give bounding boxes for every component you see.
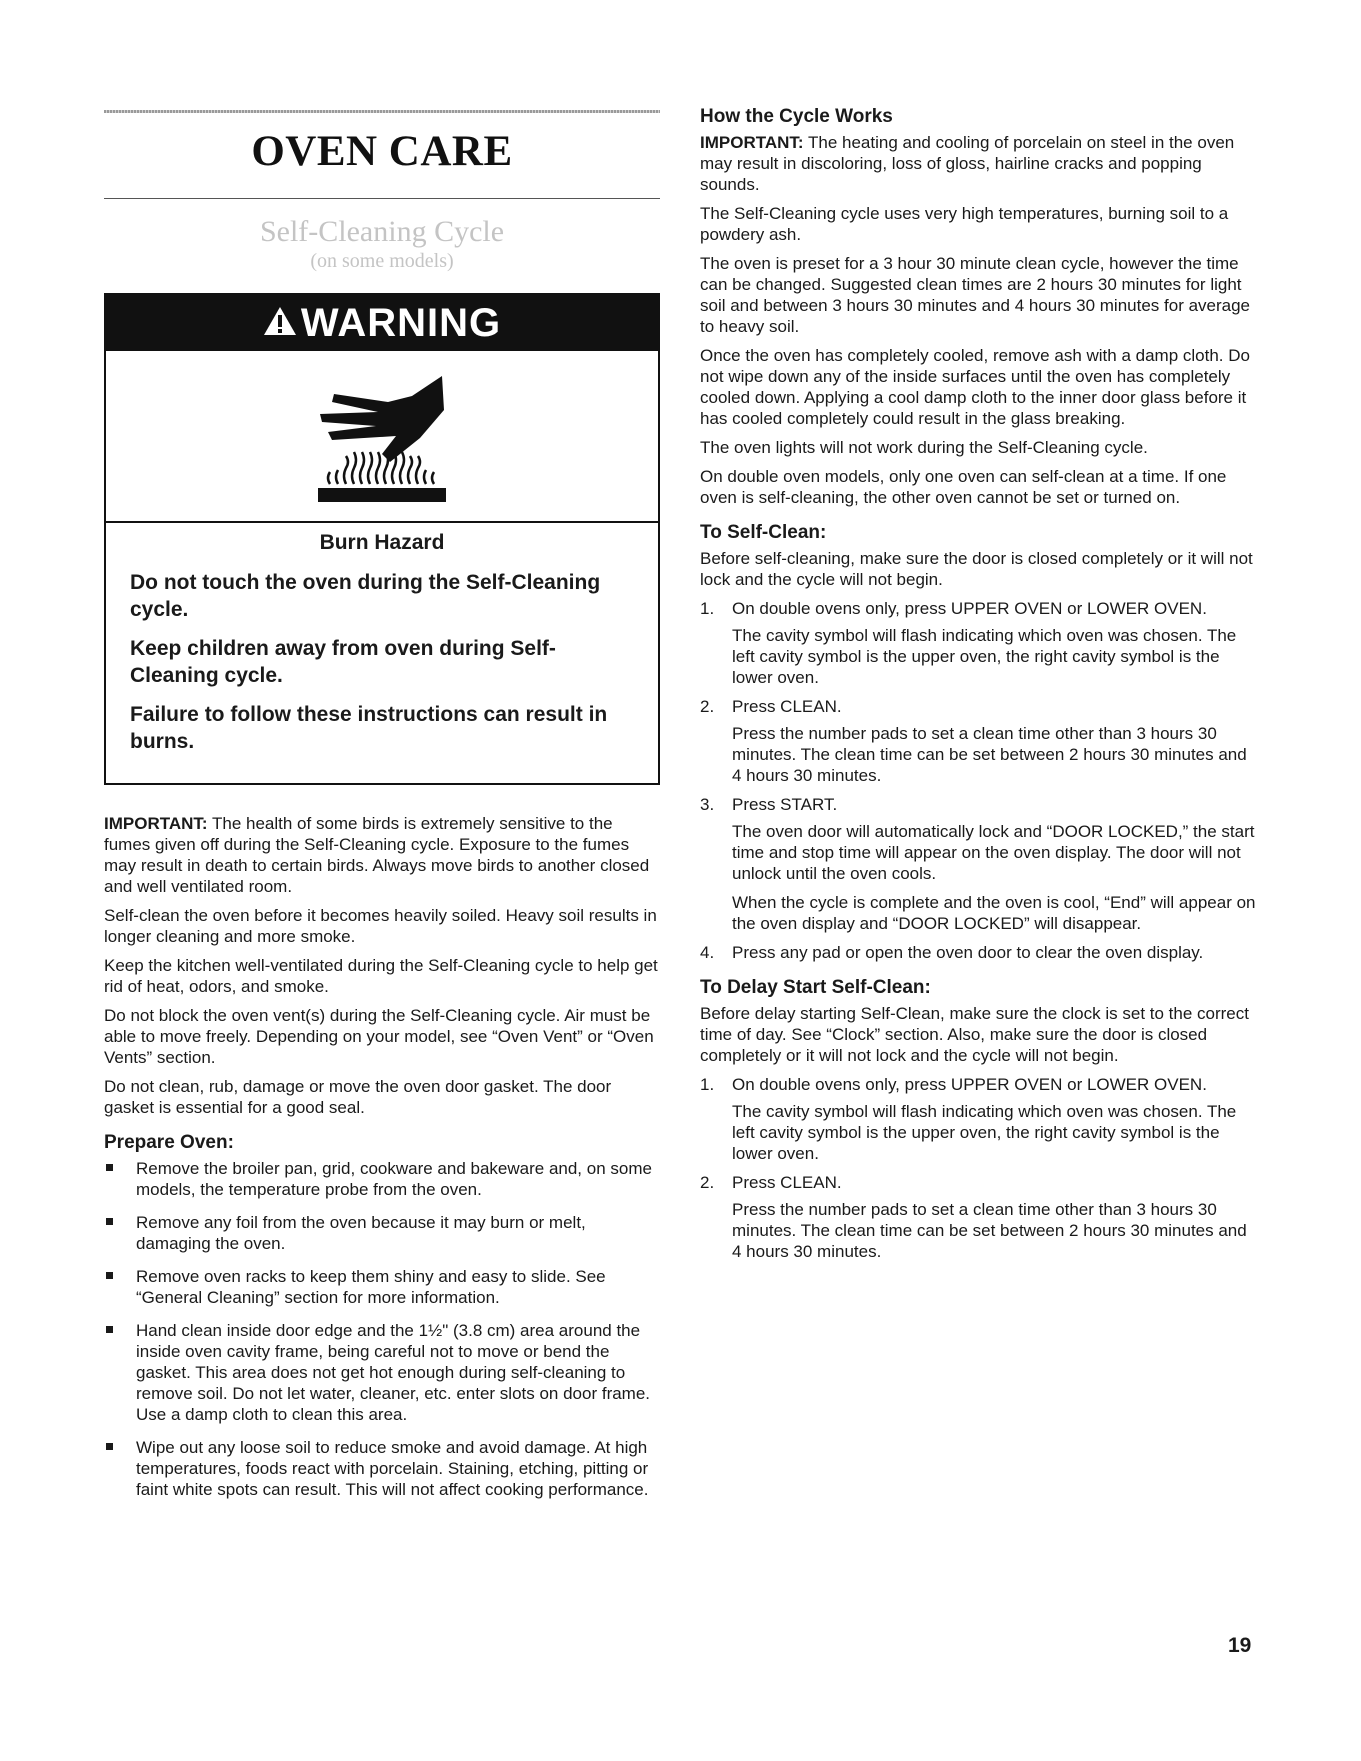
step-item: [700, 696, 1258, 786]
step-item: [700, 1172, 1258, 1262]
list-item: [104, 1320, 660, 1425]
list-item-text: Remove oven racks to keep them shiny and easy to slide. See “General Cleaning” section for more information.: [136, 1267, 606, 1307]
warning-line: Do not touch the oven during the Self-Cleaning cycle.: [130, 571, 601, 621]
step-head: Press CLEAN.: [732, 1173, 842, 1192]
step-detail: The cavity symbol will flash indicating which oven was chosen. The left cavity symbol is the upper oven, the right cavity symbol is the lower oven.: [732, 1102, 1237, 1163]
step-item: [700, 1074, 1258, 1164]
prepare-oven-heading: Prepare Oven:: [104, 1132, 234, 1153]
important-birds-paragraph: [104, 813, 660, 897]
paragraph-text: The heating and cooling of porcelain on steel in the oven may result in discoloring, loss of gloss, hairline cracks and popping sounds.: [700, 133, 1235, 194]
page-number: 19: [1228, 1634, 1252, 1657]
subsection-title: Self-Cleaning Cycle: [259, 215, 505, 248]
delay-start-steps: [700, 1074, 1258, 1262]
step-detail: When the cycle is complete and the oven is cool, “End” will appear on the oven display and “DOOR LOCKED” will disappear.: [732, 893, 1256, 933]
list-item: [104, 1266, 660, 1308]
step-head: On double ovens only, press UPPER OVEN or LOWER OVEN.: [732, 1075, 1207, 1094]
important-porcelain-paragraph: [700, 132, 1258, 195]
body-paragraph: The oven is preset for a 3 hour 30 minute clean cycle, however the time can be changed. Suggested clean times are 2 hours 30 minutes for light soil and between 3 hours 30 minutes and 4 hours 30 minutes for average to heavy soil.: [700, 254, 1251, 336]
to-self-clean-heading: To Self-Clean:: [700, 522, 827, 543]
list-item-text: Wipe out any loose soil to reduce smoke and avoid damage. At high temperatures, foods react with porcelain. Staining, etching, pitting or faint white spots can result. This will not affect cooking performance.: [136, 1438, 649, 1499]
bullet-square-icon: [106, 1164, 113, 1171]
body-paragraph: The Self-Cleaning cycle uses very high temperatures, burning soil to a powdery ash.: [700, 204, 1229, 244]
list-item: [104, 1212, 660, 1254]
body-paragraph: On double oven models, only one oven can self-clean at a time. If one oven is self-cleaning, the other oven cannot be set or turned on.: [700, 467, 1227, 507]
bullet-square-icon: [106, 1218, 113, 1225]
list-item: [104, 1158, 660, 1200]
step-number: 2.: [700, 1173, 715, 1192]
paragraph-lead: IMPORTANT:: [104, 814, 208, 833]
body-paragraph: Self-clean the oven before it becomes heavily soiled. Heavy soil results in longer cleaning and more smoke.: [104, 906, 657, 946]
step-head: Press CLEAN.: [732, 697, 842, 716]
step-item: [700, 942, 1258, 963]
body-paragraph: Do not block the oven vent(s) during the Self-Cleaning cycle. Air must be able to move freely. Depending on your model, see “Oven Vent” or “Oven Vents” section.: [104, 1006, 654, 1067]
section-title: OVEN CARE: [251, 128, 513, 175]
step-detail: Press the number pads to set a clean time other than 3 hours 30 minutes. The clean time can be set between 2 hours 30 minutes and 4 hours 30 minutes.: [732, 724, 1247, 785]
body-paragraph: Keep the kitchen well-ventilated during the Self-Cleaning cycle to help get rid of heat, odors, and smoke.: [104, 956, 658, 996]
right-column: [700, 106, 1258, 1270]
warning-header: [106, 295, 658, 351]
left-column: [104, 110, 660, 1512]
hot-surface-hand-icon: [106, 351, 658, 523]
step-number: 2.: [700, 697, 715, 716]
warning-label: WARNING: [300, 300, 502, 345]
how-cycle-works-heading: How the Cycle Works: [700, 106, 893, 127]
hazard-title: Burn Hazard: [319, 531, 445, 554]
step-number: 4.: [700, 943, 715, 962]
warning-box: [104, 293, 660, 785]
list-item-text: Remove the broiler pan, grid, cookware and bakeware and, on some models, the temperature probe from the oven.: [136, 1159, 652, 1199]
to-self-clean-intro: Before self-cleaning, make sure the door is closed completely or it will not lock and the cycle will not begin.: [700, 549, 1253, 589]
delay-start-heading: To Delay Start Self-Clean:: [700, 977, 931, 998]
step-detail: The cavity symbol will flash indicating which oven was chosen. The left cavity symbol is the upper oven, the right cavity symbol is the lower oven.: [732, 626, 1237, 687]
step-number: 1.: [700, 599, 715, 618]
step-number: 3.: [700, 795, 715, 814]
bullet-square-icon: [106, 1272, 113, 1279]
bullet-square-icon: [106, 1443, 113, 1450]
step-head: Press START.: [732, 795, 838, 814]
step-head: Press any pad or open the oven door to clear the oven display.: [732, 943, 1204, 962]
warning-line: Failure to follow these instructions can result in burns.: [130, 703, 608, 753]
paragraph-text: The health of some birds is extremely sensitive to the fumes given off during the Self-Cleaning cycle. Exposure to the fumes may result in death to certain birds. Always move birds to another closed and well ventilated room.: [104, 814, 650, 896]
top-divider: [104, 110, 660, 113]
delay-start-intro: Before delay starting Self-Clean, make sure the clock is set to the correct time of day. See “Clock” section. Also, make sure the door is closed completely or it will not lock and the cycle will not begin.: [700, 1004, 1249, 1065]
step-detail: Press the number pads to set a clean time other than 3 hours 30 minutes. The clean time can be set between 2 hours 30 minutes and 4 hours 30 minutes.: [732, 1200, 1247, 1261]
body-paragraph: The oven lights will not work during the Self-Cleaning cycle.: [700, 438, 1148, 457]
step-detail: The oven door will automatically lock and “DOOR LOCKED,” the start time and stop time will appear on the oven display. The door will not unlock until the oven cools.: [732, 822, 1255, 883]
list-item-text: Remove any foil from the oven because it may burn or melt, damaging the oven.: [136, 1213, 586, 1253]
step-number: 1.: [700, 1075, 715, 1094]
list-item: [104, 1437, 660, 1500]
to-self-clean-steps: [700, 598, 1258, 963]
warning-line: Keep children away from oven during Self-Cleaning cycle.: [130, 637, 556, 687]
title-divider: [104, 198, 660, 199]
step-item: [700, 598, 1258, 688]
subsection-note: (on some models): [310, 250, 454, 272]
list-item-text: Hand clean inside door edge and the 1½" (3.8 cm) area around the inside oven cavity frame, being careful not to move or bend the gasket. This area does not get hot enough during self-cleaning to remove soil. Do not let water, cleaner, etc. enter slots on door frame. Use a damp cloth to clean this area.: [136, 1321, 651, 1424]
step-head: On double ovens only, press UPPER OVEN or LOWER OVEN.: [732, 599, 1207, 618]
prepare-oven-list: [104, 1158, 660, 1500]
warning-triangle-icon: [263, 301, 297, 346]
warning-body: [106, 523, 658, 783]
body-paragraph: Once the oven has completely cooled, remove ash with a damp cloth. Do not wipe down any of the inside surfaces until the oven has completely cooled down. Applying a cool damp cloth to the inner door glass before it has cooled completely could result in the glass breaking.: [700, 346, 1250, 428]
body-paragraph: Do not clean, rub, damage or move the oven door gasket. The door gasket is essential for a good seal.: [104, 1077, 612, 1117]
step-item: [700, 794, 1258, 934]
bullet-square-icon: [106, 1326, 113, 1333]
paragraph-lead: IMPORTANT:: [700, 133, 804, 152]
